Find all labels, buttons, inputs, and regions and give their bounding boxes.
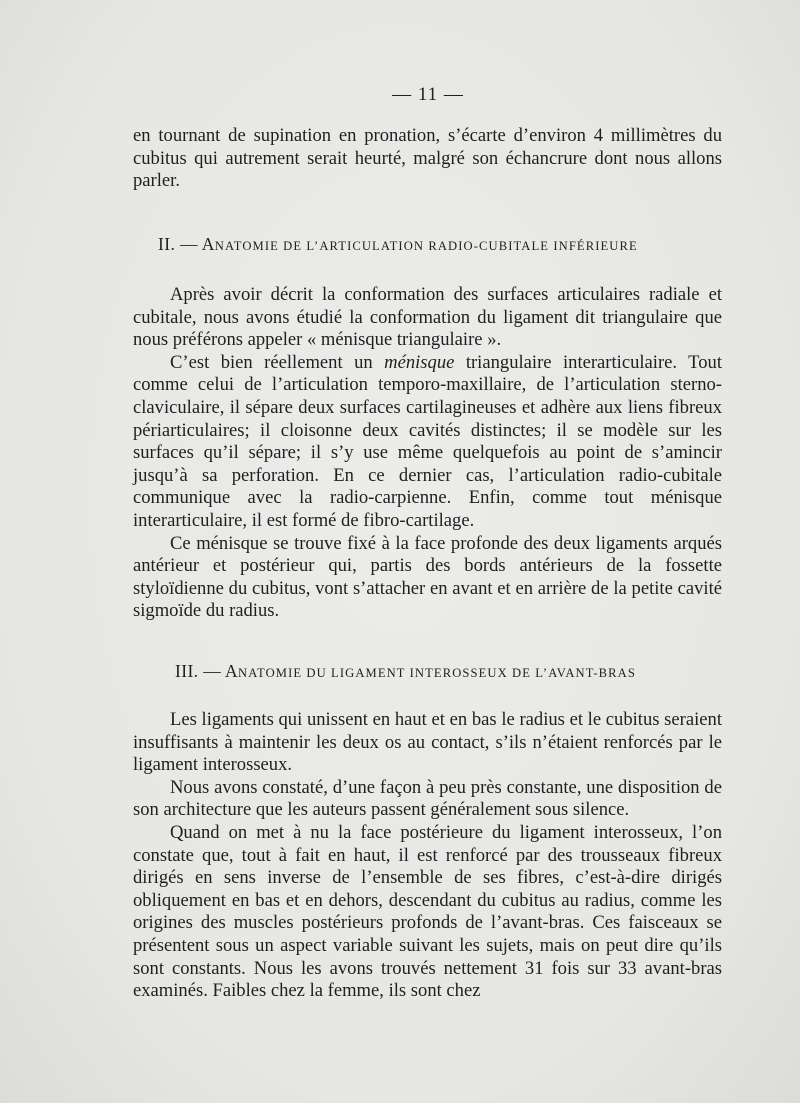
- intro-paragraph-block: [133, 125, 722, 193]
- section-2-p2-italic: ménisque: [384, 351, 455, 373]
- section-3-body: [133, 709, 722, 1003]
- section-2-paragraph-3: Ce ménisque se trouve fixé à la face profonde des deux ligaments arqués antérieur et postérieur qui, partis des bords antérieurs de la fossette styloïdienne du cubitus, vont s’attacher en avant et en arrière de la petite cavité sigmoïde du radius.: [133, 532, 722, 622]
- intro-paragraph: en tournant de supination en pronation, s’écarte d’environ 4 millimètres du cubitus qui autrement serait heurté, malgré son échancrure dont nous allons parler.: [133, 125, 722, 192]
- section-3-dash: —: [203, 661, 222, 681]
- section-2-p2-after: triangulaire interarticulaire. Tout comme celui de l’articulation temporo-maxillaire, de l’articulation sterno-claviculaire, il sépare deux surfaces cartilagineuses et adhère aux liens fibreux périarticulaires; il cloisonne deux cavités distinctes; il se modèle sur les surfaces qu’il sépare; il s’y use même quelquefois au point de s’amincir jusqu’à sa perforation. En ce dernier cas, l’articulation radio-cubitale communique avec la radio-carpienne. Enfin, comme tout ménisque interarticulaire, il est formé de fibro-cartilage.: [133, 351, 722, 531]
- section-2-title-initial: A: [201, 234, 215, 254]
- section-heading-2: [158, 234, 638, 255]
- section-3-paragraph-3: Quand on met à nu la face postérieure du ligament interosseux, l’on constate que, tout à fait en haut, il est renforcé par des trousseaux fibreux dirigés en sens inverse de l’ensemble de ses fibres, c’est-à-dire dirigés obliquement en bas et en dehors, descendant du cubitus au radius, comme les origines des muscles postérieurs profonds de l’avant-bras. Ces faisceaux se présentent sous un aspect variable suivant les sujets, mais on peut dire qu’ils sont constants. Nous les avons trouvés nettement 31 fois sur 33 avant-bras examinés. Faibles chez la femme, ils sont chez: [133, 821, 722, 1002]
- section-2-numeral: II.: [158, 234, 176, 254]
- section-2-paragraph-1: Après avoir décrit la conformation des surfaces articulaires radiale et cubitale, nous avons étudié la conformation du ligament dit triangulaire que nous préférons appeler « ménisque triangulaire ».: [133, 284, 722, 351]
- page-number: — 11 —: [392, 84, 464, 105]
- section-3-title-initial: A: [224, 661, 239, 681]
- section-3-title: NATOMIE DU LIGAMENT INTEROSSEUX DE L’AVANT-BRAS: [238, 666, 636, 680]
- section-3-paragraph-2: Nous avons constaté, d’une façon à peu près constante, une disposition de son architecture que les auteurs passent généralement sous silence.: [133, 776, 722, 821]
- section-3-numeral: III.: [175, 661, 199, 681]
- section-3-paragraph-1: Les ligaments qui unissent en haut et en bas le radius et le cubitus seraient insuffisants à maintenir les deux os au contact, s’ils n’étaient renforcés par le ligament interosseux.: [133, 709, 722, 776]
- section-2-paragraph-2: [133, 352, 722, 533]
- section-2-title: NATOMIE DE L’ARTICULATION RADIO-CUBITALE INFÉRIEURE: [214, 239, 638, 253]
- section-2-body: [133, 284, 722, 623]
- section-2-dash: —: [180, 234, 198, 254]
- section-2-p2-before: C’est bien réellement un: [170, 351, 385, 373]
- section-heading-3: [175, 661, 636, 682]
